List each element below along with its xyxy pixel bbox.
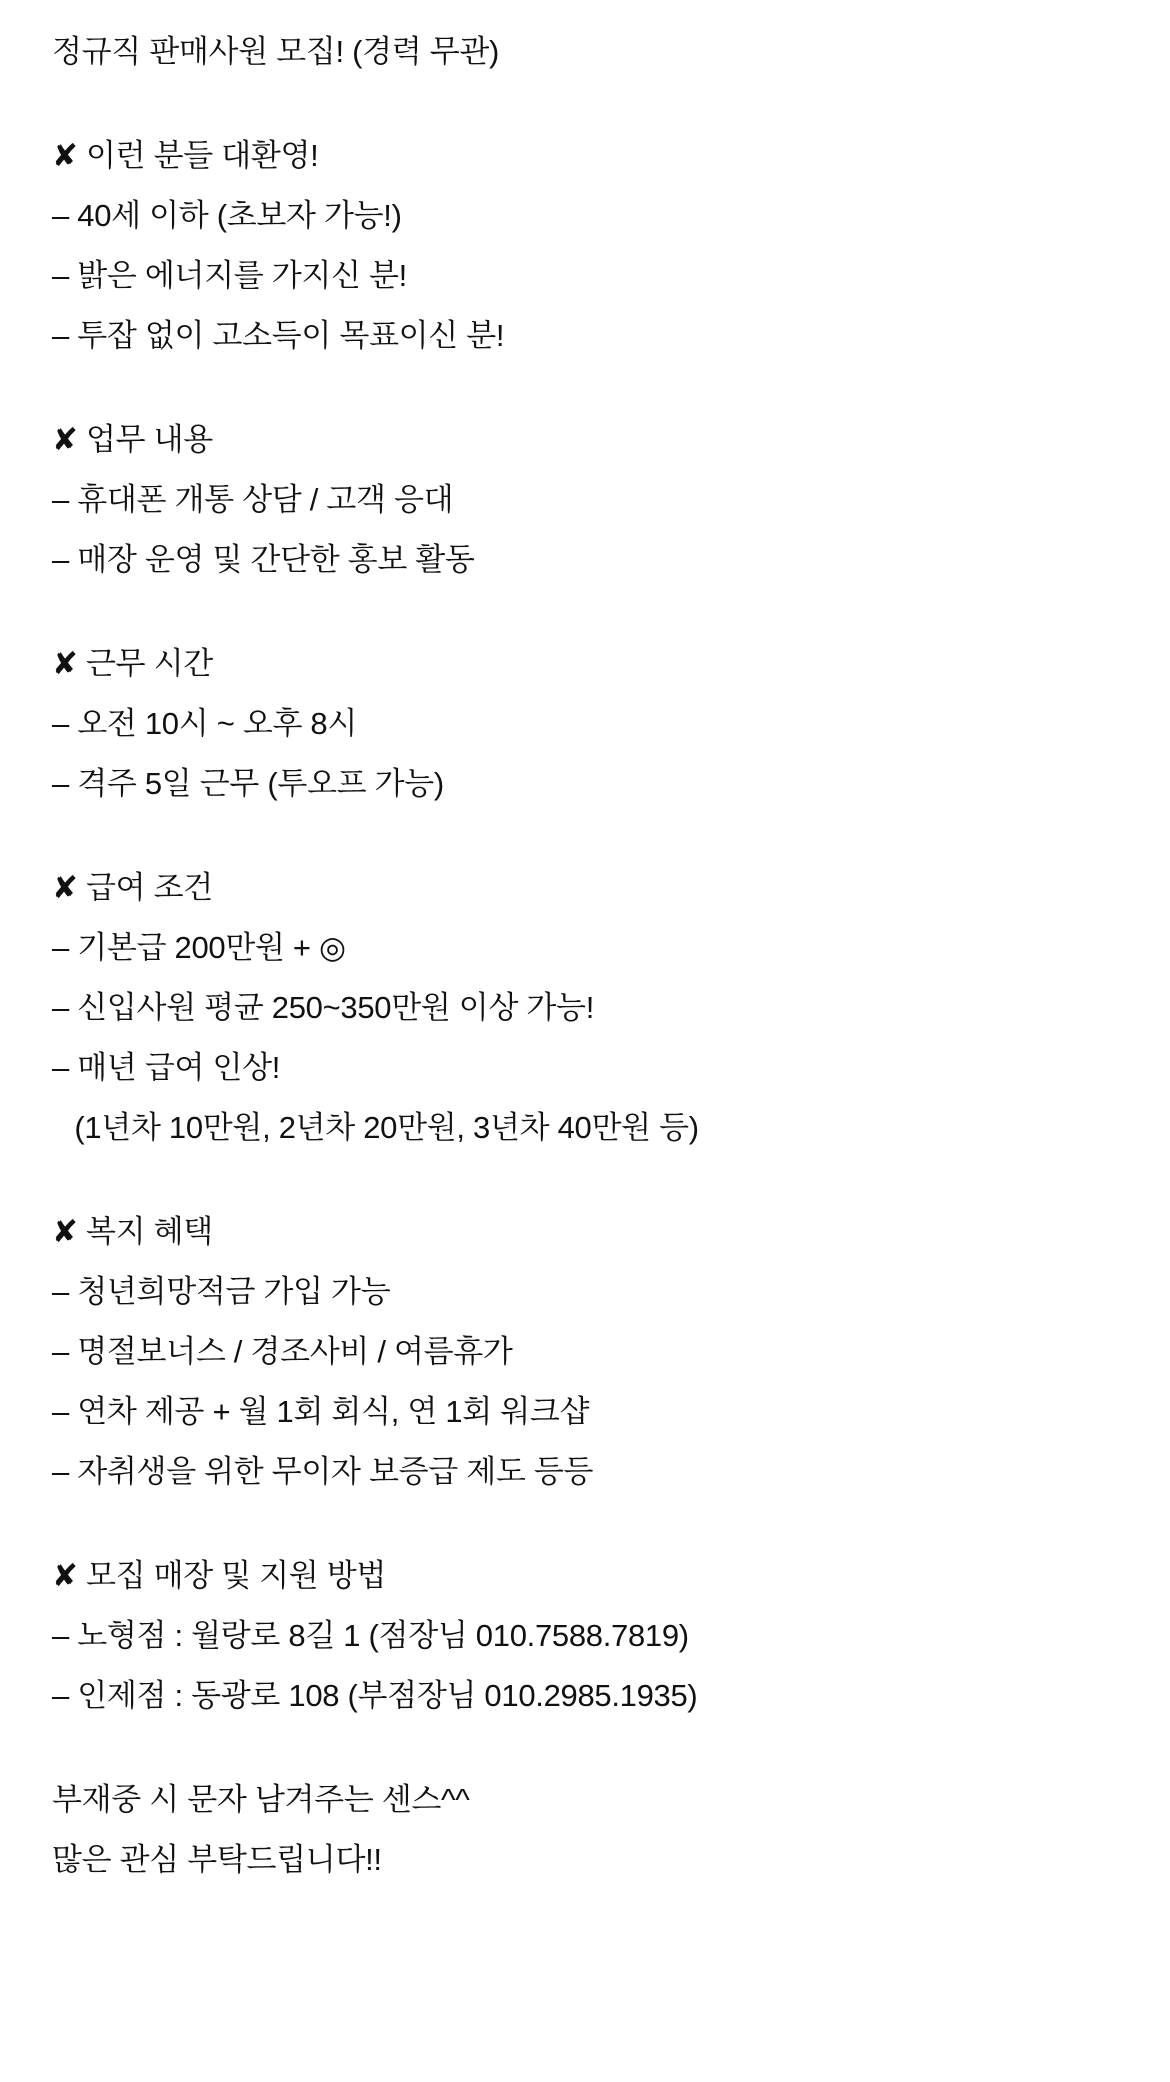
section-line: – 연차 제공 + 월 1회 회식, 연 1회 워크샵 [52,1394,590,1429]
spacer [52,590,1122,634]
section-line: – 기본급 200만원 + ◎ [52,930,346,965]
section-working-hours [52,634,1122,814]
section-heading: ✘ 근무 시간 [52,646,213,681]
spacer [52,1726,1122,1770]
section-line: – 밝은 에너지를 가지신 분! [52,258,407,293]
section-line-store-nohyeong: – 노형점 : 월랑로 8길 1 (점장님 010.7588.7819) [52,1618,689,1653]
section-line: – 매년 급여 인상! [52,1050,281,1085]
section-job-duties [52,410,1122,590]
section-line: – 명절보너스 / 경조사비 / 여름휴가 [52,1334,513,1369]
closing-line: 많은 관심 부탁드립니다!! [52,1842,382,1877]
section-salary [52,858,1122,1158]
section-line: – 투잡 없이 고소득이 목표이신 분! [52,318,505,353]
section-line-store-inje: – 인제점 : 동광로 108 (부점장님 010.2985.1935) [52,1678,698,1713]
section-heading: ✘ 모집 매장 및 지원 방법 [52,1558,387,1593]
closing-line: 부재중 시 문자 남겨주는 센스^^ [52,1782,470,1817]
section-line: – 신입사원 평균 250~350만원 이상 가능! [52,990,595,1025]
section-heading: ✘ 이런 분들 대환영! [52,138,319,173]
section-heading: ✘ 업무 내용 [52,422,213,457]
section-line: – 오전 10시 ~ 오후 8시 [52,706,358,741]
section-line: – 40세 이하 (초보자 가능!) [52,198,402,233]
section-heading: ✘ 복지 혜택 [52,1214,213,1249]
spacer [52,366,1122,410]
section-benefits [52,1202,1122,1502]
section-line: – 청년희망적금 가입 가능 [52,1274,391,1309]
closing-message [52,1770,1122,1890]
spacer [52,1158,1122,1202]
spacer [52,814,1122,858]
section-locations-and-apply [52,1546,1122,1726]
section-line: – 휴대폰 개통 상담 / 고객 응대 [52,482,454,517]
spacer [52,82,1122,126]
section-line: – 자취생을 위한 무이자 보증급 제도 등등 [52,1454,594,1489]
section-line: (1년차 10만원, 2년차 20만원, 3년차 40만원 등) [66,1110,699,1145]
section-wanted-profile [52,126,1122,366]
document-title: 정규직 판매사원 모집! (경력 무관) [52,34,500,69]
spacer [52,1502,1122,1546]
section-line: – 매장 운영 및 간단한 홍보 활동 [52,542,475,577]
section-line: – 격주 5일 근무 (투오프 가능) [52,766,444,801]
section-heading: ✘ 급여 조건 [52,870,213,905]
